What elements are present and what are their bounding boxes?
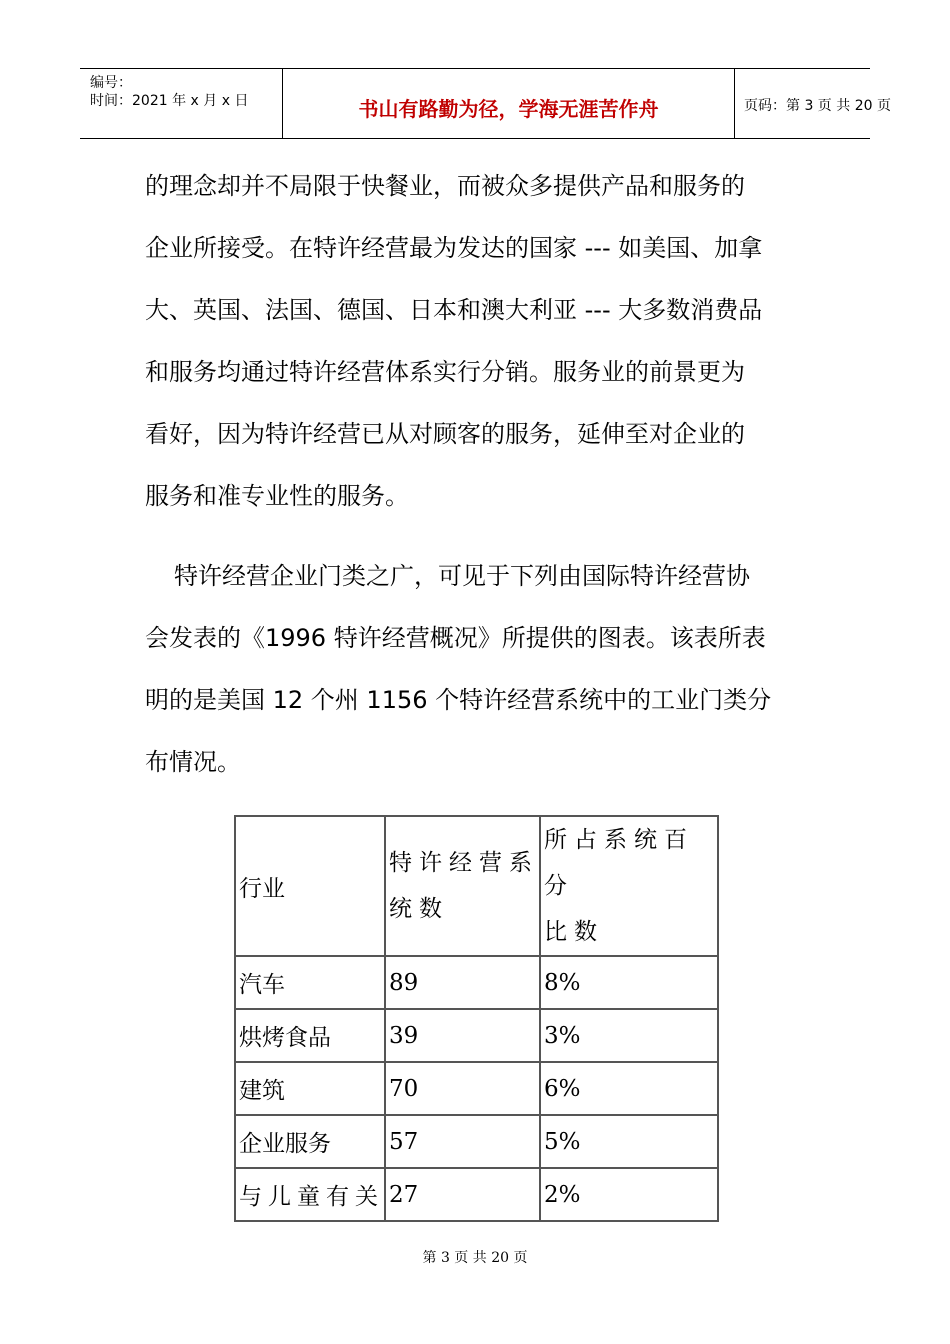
header-page-info: 页码：第 3 页 共 20 页 [744, 98, 891, 114]
paragraph-line: 和服务均通过特许经营体系实行分销。服务业的前景更为 [145, 358, 745, 386]
paragraph-line: 的理念却并不局限于快餐业，而被众多提供产品和服务的 [145, 172, 745, 200]
table-cell: 70 [385, 1062, 540, 1115]
header-meta-cell [80, 69, 282, 138]
header-page-cell [734, 69, 891, 138]
table-cell: 39 [385, 1009, 540, 1062]
paragraph-line: 大、英国、法国、德国、日本和澳大利亚 --- 大多数消费品 [145, 296, 763, 324]
table-header-row [235, 816, 718, 956]
header-cell-system-count [385, 816, 540, 956]
header-cell-text: 行业 [239, 875, 285, 902]
table-cell: 89 [385, 956, 540, 1009]
header-cell-percentage [540, 816, 718, 956]
paragraph-line: 企业所接受。在特许经营最为发达的国家 --- 如美国、加拿 [145, 234, 763, 262]
table-cell: 2% [540, 1168, 718, 1221]
paragraph-line: 看好，因为特许经营已从对顾客的服务，延伸至对企业的 [145, 420, 745, 448]
header-motto: 书山有路勤为径，学海无涯苦作舟 [358, 97, 659, 121]
header-motto-cell [282, 69, 735, 138]
paragraph-line: 会发表的《1996 特许经营概况》所提供的图表。该表所表 [145, 624, 766, 652]
paragraph-2 [145, 545, 815, 793]
table-row [235, 956, 718, 1009]
header-cell-text: 比数 [544, 919, 604, 945]
paragraph-line: 特许经营企业门类之广，可见于下列由国际特许经营协 [174, 562, 750, 590]
table-cell: 汽车 [235, 956, 385, 1009]
table-row [235, 1009, 718, 1062]
paragraph-line: 服务和准专业性的服务。 [145, 482, 409, 510]
paragraph-line: 布情况。 [145, 748, 241, 776]
table-cell: 8% [540, 956, 718, 1009]
serial-label: 编号： [90, 75, 132, 91]
table-cell: 企业服务 [235, 1115, 385, 1168]
header-cell-text: 统数 [389, 896, 449, 922]
table-cell: 6% [540, 1062, 718, 1115]
header-cell-text: 所占系统百分 [544, 827, 694, 899]
table-row [235, 1062, 718, 1115]
time-label: 时间：2021 年 x 月 x 日 [90, 93, 249, 109]
table-cell: 3% [540, 1009, 718, 1062]
industry-table [234, 815, 719, 1222]
header-cell-industry [235, 816, 385, 956]
table-cell: 57 [385, 1115, 540, 1168]
table-row [235, 1115, 718, 1168]
paragraph-1 [145, 155, 815, 527]
table-row [235, 1168, 718, 1221]
table-cell: 5% [540, 1115, 718, 1168]
table-cell: 建筑 [235, 1062, 385, 1115]
header-cell-text: 特许经营系 [389, 850, 539, 876]
table-cell: 烘烤食品 [235, 1009, 385, 1062]
table-cell: 与儿童有关 [235, 1168, 385, 1221]
page-header [80, 68, 891, 139]
paragraph-line: 明的是美国 12 个州 1156 个特许经营系统中的工业门类分 [145, 686, 772, 714]
table-cell: 27 [385, 1168, 540, 1221]
page-footer: 第 3 页 共 20 页 [422, 1250, 528, 1266]
